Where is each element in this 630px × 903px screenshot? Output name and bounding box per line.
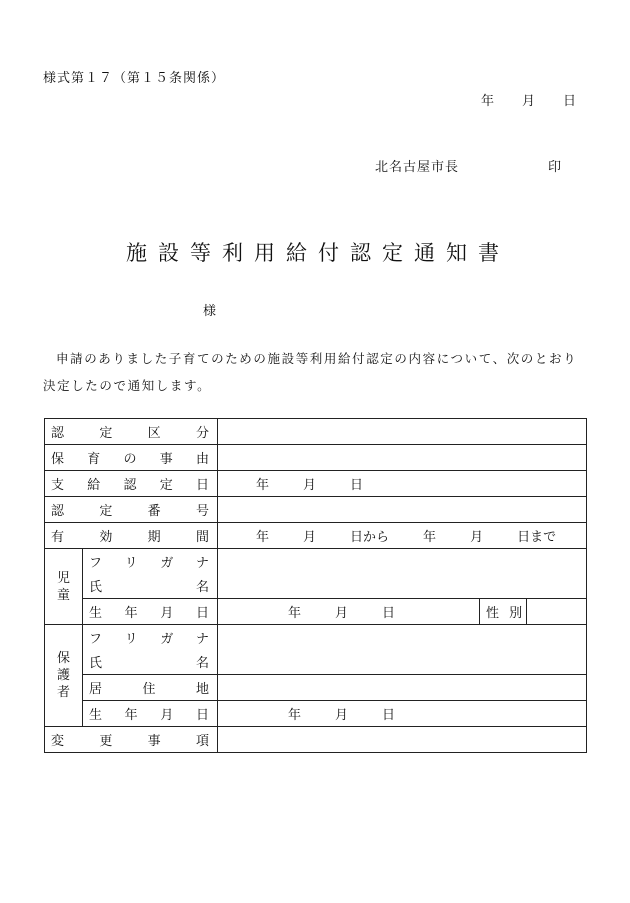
label-char: 間 bbox=[195, 530, 209, 545]
value-number[interactable] bbox=[218, 497, 587, 523]
label-char: 分 bbox=[195, 426, 209, 441]
label-char: 日 bbox=[195, 606, 209, 621]
label-char: 者 bbox=[56, 685, 70, 700]
label-char: 日 bbox=[195, 708, 209, 723]
label-char: 名 bbox=[195, 580, 209, 596]
body-text: 申請のありました子育てのための施設等利用給付認定の内容について、次のとおり決定したので通知します。 bbox=[43, 351, 578, 393]
label-char: 期 bbox=[147, 530, 161, 545]
label-char: フ bbox=[89, 631, 103, 647]
issue-date-year: 年 bbox=[480, 94, 494, 109]
label-char: の bbox=[123, 452, 137, 467]
value-child-sex[interactable] bbox=[527, 599, 587, 625]
label-char: ガ bbox=[160, 555, 174, 571]
label-char: 区 bbox=[147, 426, 161, 441]
period-end-day: 日まで bbox=[517, 530, 557, 545]
period-end-month: 月 bbox=[470, 530, 484, 545]
label-char: 日 bbox=[195, 478, 209, 493]
label-char: フ bbox=[89, 555, 103, 571]
label-char: 地 bbox=[195, 682, 209, 697]
date-day: 日 bbox=[350, 478, 364, 493]
label-guardian-name bbox=[83, 650, 218, 675]
label-char: 号 bbox=[195, 504, 209, 519]
label-char: 護 bbox=[56, 668, 70, 683]
table-row-guardian-birth bbox=[45, 701, 587, 727]
date-year: 年 bbox=[288, 606, 302, 621]
label-char: 認 bbox=[123, 478, 137, 493]
label-char: 定 bbox=[159, 478, 173, 493]
label-char: 事 bbox=[159, 452, 173, 467]
label-char: 氏 bbox=[89, 580, 103, 596]
label-char: 支 bbox=[51, 478, 65, 493]
seal-label: 印 bbox=[548, 160, 562, 175]
label-char: 月 bbox=[160, 606, 174, 621]
value-period[interactable] bbox=[218, 523, 587, 549]
issue-date-month: 月 bbox=[521, 94, 535, 109]
table-row-number bbox=[45, 497, 587, 523]
date-year: 年 bbox=[288, 708, 302, 723]
period-start-day: 日から bbox=[350, 530, 390, 545]
label-child-name bbox=[83, 574, 218, 599]
label-char: ガ bbox=[160, 631, 174, 647]
label-char: 月 bbox=[160, 708, 174, 723]
label-char: 定 bbox=[99, 504, 113, 519]
document-title: 施設等利用給付認定通知書 bbox=[126, 241, 510, 265]
label-char: 生 bbox=[89, 606, 103, 621]
label-reason bbox=[45, 445, 218, 471]
label-category bbox=[45, 419, 218, 445]
label-char: 保 bbox=[56, 651, 70, 666]
value-changes[interactable] bbox=[218, 727, 587, 753]
label-char: 変 bbox=[51, 734, 65, 749]
label-char: 年 bbox=[124, 606, 138, 621]
label-char: 名 bbox=[195, 656, 209, 672]
table-row-period bbox=[45, 523, 587, 549]
label-char: 有 bbox=[51, 530, 65, 545]
date-month: 月 bbox=[335, 708, 349, 723]
value-guardian-name[interactable] bbox=[218, 625, 587, 675]
label-char: 番 bbox=[147, 504, 161, 519]
table-row-reason bbox=[45, 445, 587, 471]
child-group-label bbox=[45, 549, 83, 625]
date-month: 月 bbox=[303, 478, 317, 493]
label-char: 氏 bbox=[89, 656, 103, 672]
issue-date-day: 日 bbox=[562, 94, 576, 109]
label-char: 給 bbox=[87, 478, 101, 493]
label-child-furigana bbox=[83, 549, 218, 574]
date-year: 年 bbox=[256, 478, 270, 493]
value-reason[interactable] bbox=[218, 445, 587, 471]
label-number bbox=[45, 497, 218, 523]
form-number: 様式第１７（第１５条関係） bbox=[43, 71, 226, 86]
label-child-birth bbox=[83, 599, 218, 625]
date-day: 日 bbox=[382, 606, 396, 621]
label-char: 住 bbox=[142, 682, 156, 697]
label-char: 保 bbox=[51, 452, 65, 467]
value-child-birth[interactable] bbox=[218, 599, 480, 625]
value-category[interactable] bbox=[218, 419, 587, 445]
label-char: リ bbox=[124, 555, 138, 571]
issue-date bbox=[481, 90, 576, 109]
label-char: 認 bbox=[51, 504, 65, 519]
label-char: ナ bbox=[195, 555, 209, 571]
period-start-month: 月 bbox=[303, 530, 317, 545]
label-guardian-furigana bbox=[83, 625, 218, 650]
label-char: 生 bbox=[89, 708, 103, 723]
label-char: 定 bbox=[99, 426, 113, 441]
value-payment-date[interactable] bbox=[218, 471, 587, 497]
notice-table bbox=[44, 418, 587, 753]
guardian-group-label bbox=[45, 625, 83, 727]
table-row-child-furigana bbox=[45, 549, 587, 574]
date-day: 日 bbox=[382, 708, 396, 723]
period-start-year: 年 bbox=[256, 530, 270, 545]
label-char: リ bbox=[124, 631, 138, 647]
label-period bbox=[45, 523, 218, 549]
label-char: 事 bbox=[147, 734, 161, 749]
label-char: ナ bbox=[195, 631, 209, 647]
table-row-payment-date bbox=[45, 471, 587, 497]
issuer-mayor: 北名古屋市長 bbox=[375, 160, 460, 175]
label-char: 育 bbox=[87, 452, 101, 467]
label-changes bbox=[45, 727, 218, 753]
table-row-changes bbox=[45, 727, 587, 753]
label-char: 更 bbox=[99, 734, 113, 749]
table-row-guardian-furigana bbox=[45, 625, 587, 650]
label-guardian-address bbox=[83, 675, 218, 701]
period-end-year: 年 bbox=[423, 530, 437, 545]
label-char: 由 bbox=[195, 452, 209, 467]
label-char: 認 bbox=[51, 426, 65, 441]
label-char: 項 bbox=[195, 734, 209, 749]
recipient-honorific: 様 bbox=[203, 304, 217, 319]
date-month: 月 bbox=[335, 606, 349, 621]
table-row-child-birth bbox=[45, 599, 587, 625]
label-payment-date bbox=[45, 471, 218, 497]
label-guardian-birth bbox=[83, 701, 218, 727]
table-row-guardian-address bbox=[45, 675, 587, 701]
value-guardian-address[interactable] bbox=[218, 675, 587, 701]
label-char: 年 bbox=[124, 708, 138, 723]
label-char: 童 bbox=[56, 587, 70, 603]
table-row-category bbox=[45, 419, 587, 445]
value-guardian-birth[interactable] bbox=[218, 701, 587, 727]
label-char: 児 bbox=[56, 570, 70, 586]
label-char: 効 bbox=[99, 530, 113, 545]
label-char: 居 bbox=[89, 682, 103, 697]
label-child-sex: 性 別 bbox=[480, 599, 527, 625]
value-child-name[interactable] bbox=[218, 549, 587, 599]
